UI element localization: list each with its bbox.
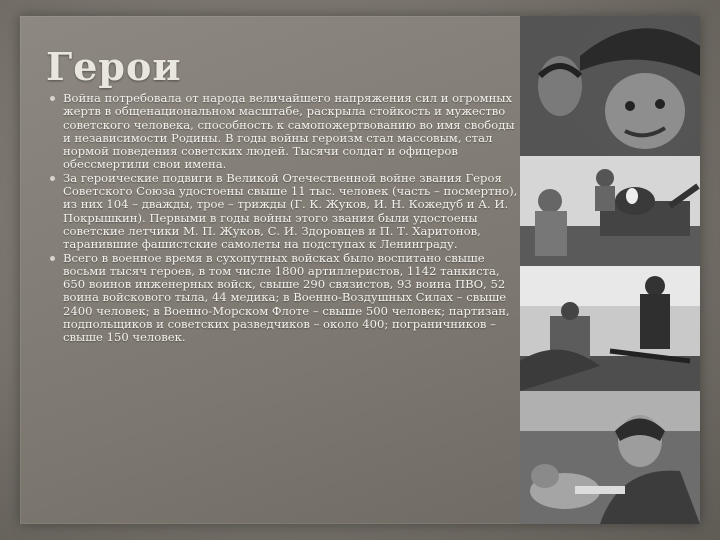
nurse-tending-wounded-photo (520, 391, 700, 524)
bullet-dot-icon (50, 176, 55, 181)
photo-collage (520, 16, 700, 524)
bullet-text: За героические подвиги в Великой Отечественной войне звания Героя Советского Союза удостоены свыше 11 тыс. человек (часть – посмертно), из них 104 – дважды, трое – трижды (Г. К. Жуков, И. Н. Кожедуб и А. И. Покрышкин). Первыми в годы войны этого звания были удостоены советские летчики М. П. Жуков, С. И. Здоровцев и П. Т. Харитонов, таранившие фашистские самолеты на подступах к Ленинграду. (63, 170, 518, 252)
bullet-item (50, 252, 520, 345)
bullet-text: Всего в военное время в сухопутных войсках было воспитано свыше восьми тысяч героев, в том числе 1800 артиллеристов, 1142 танкиста, 650 воинов инженерных войск, свыше 290 связистов, 93 воина ПВО, 52 воина войскового тыла, 44 медика; в Военно-Воздушных Силах – свыше 2400 человек; в Военно-Морском Флоте – свыше 500 человек; партизан, подпольщиков и советских разведчиков – около 400; пограничников – свыше 150 человек. (63, 250, 510, 345)
soldier-in-helmet-photo (520, 16, 700, 156)
bullet-list (50, 92, 520, 345)
slide-title: Герои (46, 44, 182, 89)
soldiers-with-dog-on-tank-photo (520, 156, 700, 266)
bullet-item (50, 92, 520, 172)
bullet-item (50, 172, 520, 252)
bullet-dot-icon (50, 96, 55, 101)
bullet-dot-icon (50, 256, 55, 261)
battle-scene-with-gun-photo (520, 266, 700, 391)
bullet-text: Война потребовала от народа величайшего напряжения сил и огромных жертв в общенациональном масштабе, раскрыла стойкость и мужество советского человека, способность к самопожертвованию во имя свободы и независимости Родины. В годы войны героизм стал массовым, стал нормой поведения советских людей. Тысячи солдат и офицеров обессмертили свои имена. (63, 91, 515, 172)
